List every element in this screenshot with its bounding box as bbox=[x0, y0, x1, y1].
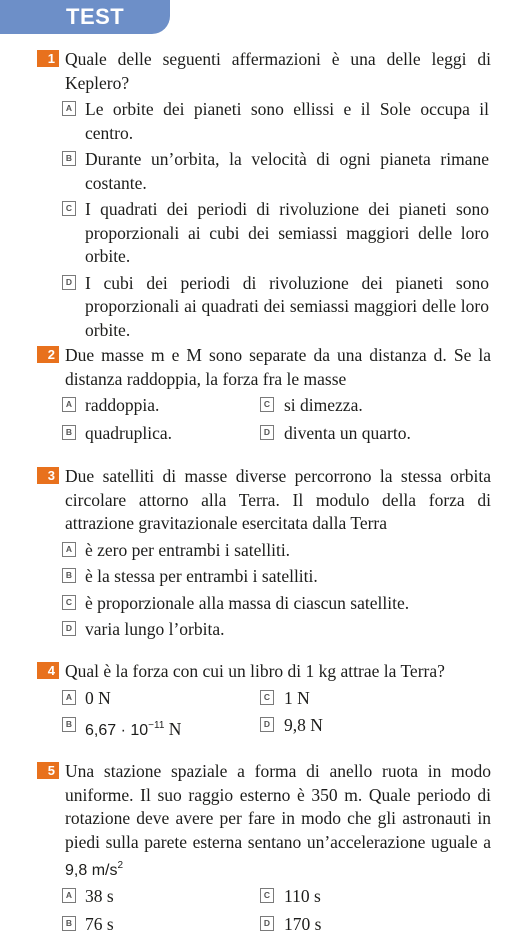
option-c[interactable] bbox=[0, 592, 489, 616]
option-d[interactable] bbox=[252, 913, 446, 937]
option-letter: A bbox=[62, 101, 76, 116]
option-letter: C bbox=[260, 888, 274, 903]
option-text bbox=[85, 719, 181, 739]
option-letter: D bbox=[260, 916, 274, 931]
option-letter: B bbox=[62, 151, 76, 166]
option-letter: B bbox=[62, 568, 76, 583]
option-d[interactable] bbox=[0, 272, 489, 343]
option-text: 9,8 N bbox=[284, 715, 323, 735]
option-letter: D bbox=[62, 621, 76, 636]
question-5 bbox=[0, 760, 511, 936]
option-c[interactable] bbox=[252, 885, 446, 909]
question-text: Quale delle seguenti affermazioni è una delle leggi di Keplero? bbox=[65, 49, 491, 93]
option-text: si dimezza. bbox=[284, 395, 363, 415]
option-math: 6,67 · 10 bbox=[85, 721, 149, 739]
option-text: I quadrati dei periodi di rivoluzione dei pianeti sono proporzionali ai cubi dei semiassi maggiori delle loro orbite. bbox=[85, 199, 489, 266]
option-c[interactable] bbox=[0, 198, 489, 269]
option-letter: A bbox=[62, 397, 76, 412]
question-number: 5 bbox=[37, 762, 59, 779]
option-text: 38 s bbox=[85, 886, 114, 907]
option-letter: C bbox=[260, 690, 274, 705]
option-d[interactable] bbox=[252, 714, 446, 742]
option-c[interactable] bbox=[252, 394, 446, 418]
option-text: 1 N bbox=[284, 687, 310, 708]
question-text: Qual è la forza con cui un libro di 1 kg attrae la Terra? bbox=[65, 661, 445, 681]
option-d[interactable] bbox=[0, 618, 489, 642]
option-text: 76 s bbox=[85, 913, 114, 934]
option-text: I cubi dei periodi di rivoluzione dei pianeti sono proporzionali ai quadrati dei semiassi maggiori delle loro orbite. bbox=[85, 272, 489, 340]
option-text: è proporzionale alla massa di ciascun satellite. bbox=[85, 592, 410, 613]
option-b[interactable] bbox=[0, 714, 252, 742]
option-text: 170 s bbox=[284, 913, 322, 934]
option-a[interactable] bbox=[0, 687, 252, 711]
option-text: Le orbite dei pianeti sono ellissi e il Sole occupa il centro. bbox=[85, 99, 489, 143]
option-a[interactable] bbox=[0, 98, 489, 145]
question-text bbox=[65, 760, 491, 882]
option-letter: D bbox=[260, 425, 274, 440]
option-a[interactable] bbox=[0, 885, 252, 909]
question-1 bbox=[0, 48, 511, 342]
option-letter: A bbox=[62, 542, 76, 557]
option-letter: D bbox=[62, 275, 76, 290]
question-2 bbox=[0, 344, 511, 445]
option-text: è la stessa per entrambi i satelliti. bbox=[85, 566, 318, 586]
question-number: 4 bbox=[37, 662, 59, 679]
option-text: è zero per entrambi i satelliti. bbox=[85, 539, 291, 560]
option-unit: N bbox=[164, 718, 182, 739]
option-text: raddoppia. bbox=[85, 395, 160, 415]
option-letter: C bbox=[62, 595, 76, 610]
option-letter: A bbox=[62, 690, 76, 705]
question-number: 3 bbox=[37, 467, 59, 484]
option-d[interactable] bbox=[252, 422, 446, 446]
option-text: 110 s bbox=[284, 886, 321, 907]
question-3 bbox=[0, 465, 511, 642]
option-letter: B bbox=[62, 717, 76, 732]
question-math: 9,8 m/s bbox=[65, 861, 118, 879]
question-4 bbox=[0, 660, 511, 742]
option-c[interactable] bbox=[252, 687, 446, 711]
question-text: Due masse m e M sono separate da una distanza d. Se la distanza raddoppia, la forza fra le masse bbox=[65, 345, 491, 389]
header-title: TEST bbox=[66, 4, 125, 29]
option-text: quadruplica. bbox=[85, 422, 172, 443]
option-b[interactable] bbox=[0, 148, 489, 195]
option-b[interactable] bbox=[0, 422, 252, 446]
question-number: 2 bbox=[37, 346, 59, 363]
option-a[interactable] bbox=[0, 394, 252, 418]
question-text-body: Una stazione spaziale a forma di anello ruota in modo uniforme. Il suo raggio esterno è 350 m. Quale periodo di rotazione deve avere per fare in modo che gli astronauti in piedi sulla parete esterna sentano un’accelerazione uguale a bbox=[65, 761, 491, 852]
option-letter: B bbox=[62, 916, 76, 931]
test-header bbox=[0, 0, 170, 34]
option-letter: C bbox=[260, 397, 274, 412]
option-text: varia lungo l’orbita. bbox=[85, 619, 225, 639]
option-letter: C bbox=[62, 201, 76, 216]
question-number: 1 bbox=[37, 50, 59, 67]
option-b[interactable] bbox=[0, 913, 252, 937]
option-a[interactable] bbox=[0, 539, 489, 563]
option-text: diventa un quarto. bbox=[284, 422, 411, 443]
option-text: 0 N bbox=[85, 687, 111, 708]
option-b[interactable] bbox=[0, 565, 489, 589]
option-letter: B bbox=[62, 425, 76, 440]
option-letter: D bbox=[260, 717, 274, 732]
question-text: Due satelliti di masse diverse percorrono la stessa orbita circolare attorno alla Terra. Il modulo della forza di attrazione gravitazionale esercitata dalla Terra bbox=[65, 466, 491, 533]
option-text: Durante un’orbita, la velocità di ogni pianeta rimane costante. bbox=[85, 149, 489, 193]
option-exponent: −11 bbox=[148, 720, 165, 731]
option-letter: A bbox=[62, 888, 76, 903]
question-exponent: 2 bbox=[117, 860, 124, 871]
